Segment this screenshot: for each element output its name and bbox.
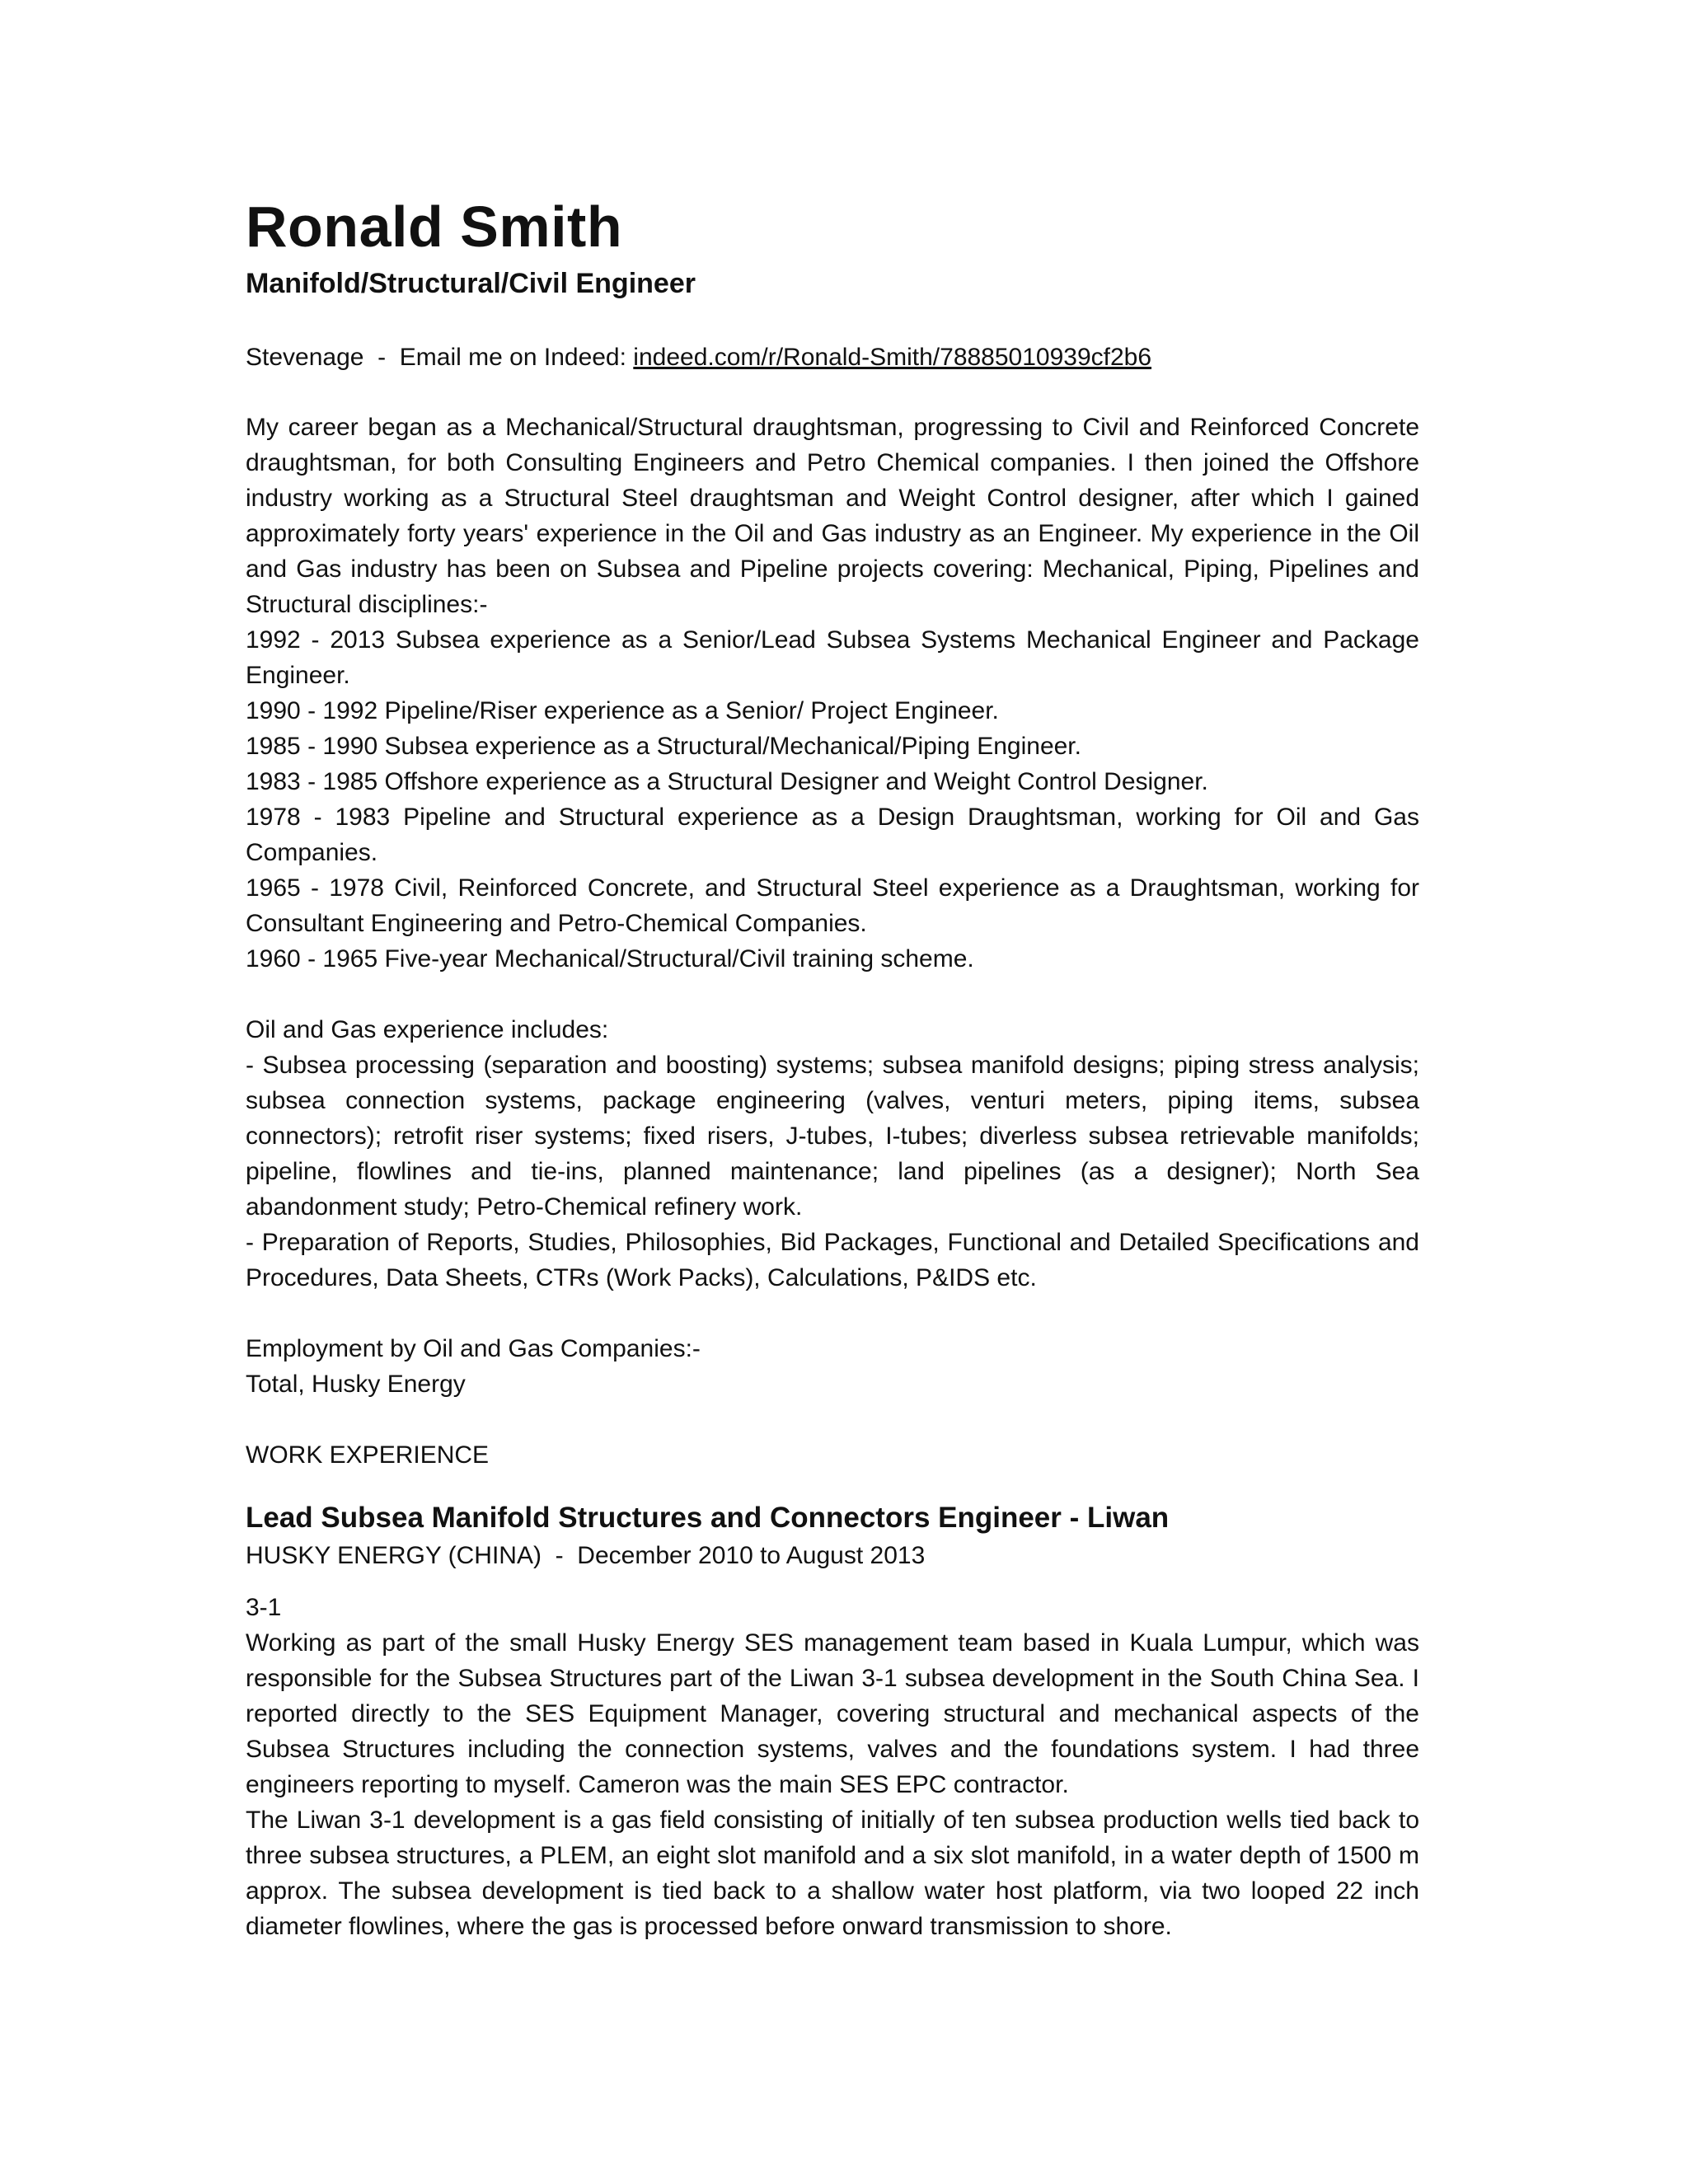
job-company-dates: HUSKY ENERGY (CHINA) - December 2010 to August 2013: [246, 1541, 926, 1569]
indeed-email-link[interactable]: indeed.com/r/Ronald-Smith/78885010939cf2b6: [633, 343, 1152, 371]
contact-separator: -: [363, 343, 400, 371]
career-line: 1965 - 1978 Civil, Reinforced Concrete, and Structural Steel experience as a Draughtsman, working for Consultant Engineering and Petro-Chemical Companies.: [246, 874, 1419, 937]
job-description: [246, 1590, 1419, 1944]
job-entry: [246, 1501, 1419, 1944]
summary-section: [246, 410, 1419, 977]
oil-gas-item: - Subsea processing (separation and boosting) systems; subsea manifold designs; piping stress analysis; subsea connection systems, package engineering (valves, venturi meters, piping items, subsea connectors); retrofit riser systems; fixed risers, J-tubes, I-tubes; diverless subsea retrievable manifolds; pipeline, flowlines and tie-ins, planned maintenance; land pipelines (as a designer); North Sea abandonment study; Petro-Chemical refinery work.: [246, 1051, 1419, 1221]
employment-section: [246, 1331, 1419, 1402]
oil-gas-section: [246, 1012, 1419, 1296]
location: Stevenage: [246, 343, 364, 371]
candidate-name: Ronald Smith: [246, 194, 623, 259]
career-line: 1985 - 1990 Subsea experience as a Structural/Mechanical/Piping Engineer.: [246, 732, 1081, 760]
career-line: 1990 - 1992 Pipeline/Riser experience as a Senior/ Project Engineer.: [246, 696, 999, 724]
candidate-headline: Manifold/Structural/Civil Engineer: [246, 268, 696, 299]
career-line: 1983 - 1985 Offshore experience as a Structural Designer and Weight Control Designer.: [246, 767, 1208, 795]
oil-gas-item: - Preparation of Reports, Studies, Philosophies, Bid Packages, Functional and Detailed Specifications and Procedures, Data Sheets, CTRs (Work Packs), Calculations, P&IDS etc.: [246, 1228, 1419, 1291]
employment-companies: Total, Husky Energy: [246, 1370, 466, 1398]
resume-page: [246, 194, 1419, 1944]
career-line: 1978 - 1983 Pipeline and Structural experience as a Design Draughtsman, working for Oil and Gas Companies.: [246, 803, 1419, 866]
job-paragraph: 3-1: [246, 1593, 282, 1621]
employment-heading: Employment by Oil and Gas Companies:-: [246, 1334, 701, 1362]
oil-gas-heading: Oil and Gas experience includes:: [246, 1015, 609, 1043]
job-title: Lead Subsea Manifold Structures and Connectors Engineer - Liwan: [246, 1501, 1170, 1534]
summary-paragraph: My career began as a Mechanical/Structural draughtsman, progressing to Civil and Reinforced Concrete draughtsman, for both Consulting Engineers and Petro Chemical companies. I then joined the Offshore industry working as a Structural Steel draughtsman and Weight Control designer, after which I gained approximately forty years' experience in the Oil and Gas industry as an Engineer. My experience in the Oil and Gas industry has been on Subsea and Pipeline projects covering: Mechanical, Piping, Pipelines and Structural disciplines:-: [246, 413, 1419, 618]
work-experience-heading: WORK EXPERIENCE: [246, 1441, 490, 1469]
contact-line: [246, 340, 1419, 375]
job-paragraph: Working as part of the small Husky Energy SES management team based in Kuala Lumpur, which was responsible for the Subsea Structures part of the Liwan 3-1 subsea development in the South China Sea. I reported directly to the SES Equipment Manager, covering structural and mechanical aspects of the Subsea Structures including the connection systems, valves and the foundations system. I had three engineers reporting to myself. Cameron was the main SES EPC contractor.: [246, 1629, 1419, 1798]
email-prefix: Email me on Indeed:: [399, 343, 634, 371]
job-paragraph: The Liwan 3-1 development is a gas field consisting of initially of ten subsea production wells tied back to three subsea structures, a PLEM, an eight slot manifold and a six slot manifold, in a water depth of 1500 m approx. The subsea development is tied back to a shallow water host platform, via two looped 22 inch diameter flowlines, where the gas is processed before onward transmission to shore.: [246, 1806, 1419, 1940]
career-line: 1992 - 2013 Subsea experience as a Senior/Lead Subsea Systems Mechanical Engineer and Package Engineer.: [246, 626, 1419, 689]
career-line: 1960 - 1965 Five-year Mechanical/Structural/Civil training scheme.: [246, 944, 974, 972]
